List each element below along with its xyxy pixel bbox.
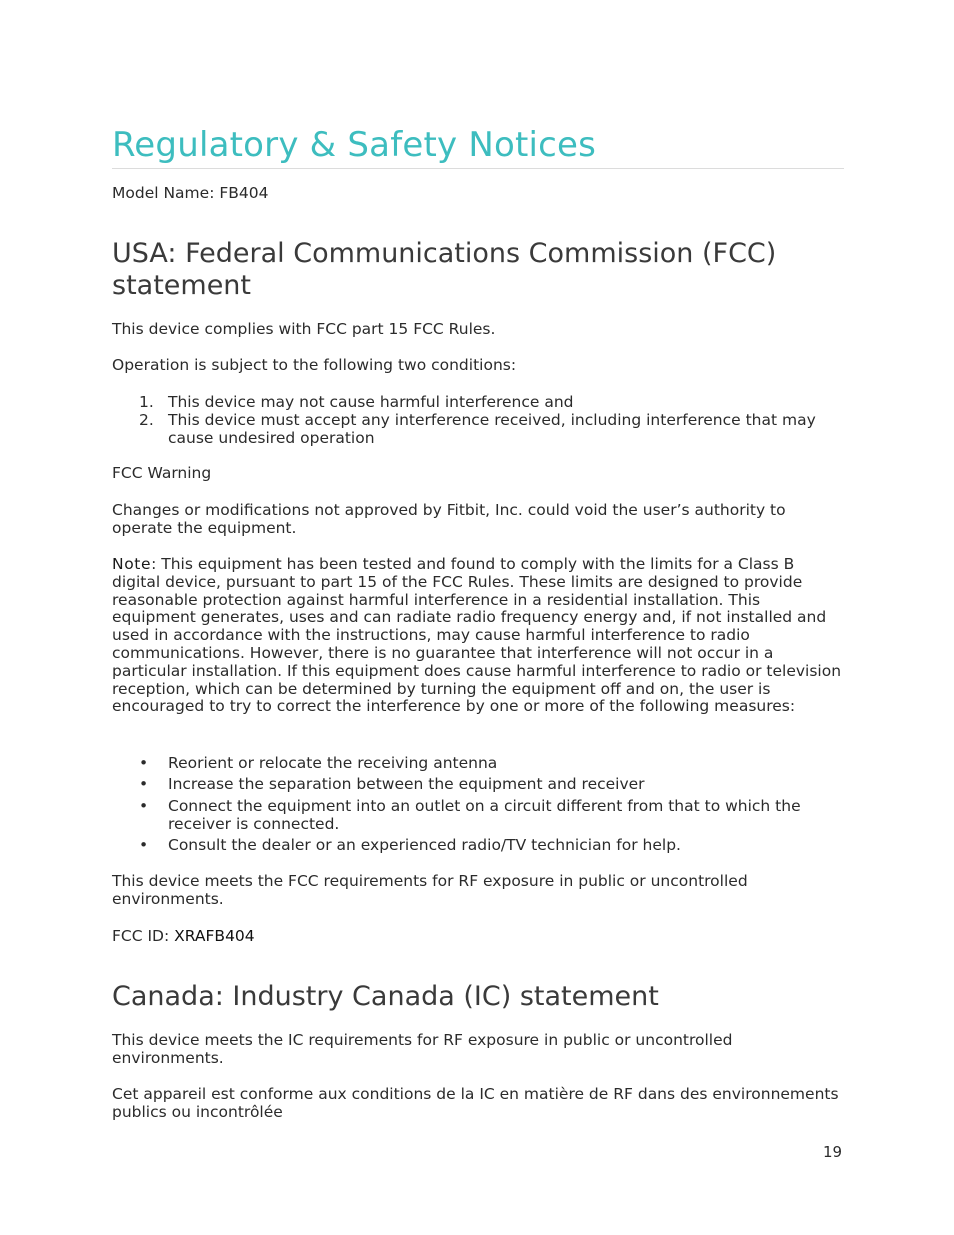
fcc-id-label: FCC ID:	[112, 927, 175, 945]
fcc-complies-text: This device complies with FCC part 15 FCC Rules.	[112, 320, 496, 338]
list-item-text: This device may not cause harmful interference and	[168, 393, 574, 411]
page-title: Regulatory & Safety Notices	[112, 125, 597, 165]
fcc-operation-text: Operation is subject to the following two conditions:	[112, 356, 517, 374]
list-item	[112, 837, 844, 855]
canada-rf-exposure-en: This device meets the IC requirements for RF exposure in public or uncontrolled environments.	[112, 1031, 733, 1067]
list-item	[112, 798, 844, 834]
list-item-text: Increase the separation between the equipment and receiver	[168, 775, 645, 794]
fcc-warning-label: FCC Warning	[112, 464, 212, 482]
fcc-conditions-list	[112, 394, 844, 447]
model-name: Model Name: FB404	[112, 184, 269, 202]
bullet-marker: •	[139, 754, 149, 772]
list-item	[112, 412, 844, 448]
fcc-changes-text: Changes or modifications not approved by Fitbit, Inc. could void the user’s authority to operate the equipment.	[112, 501, 786, 537]
note-label: Note	[112, 555, 152, 573]
list-item	[112, 776, 844, 794]
fcc-id	[112, 928, 844, 946]
list-item	[112, 394, 844, 412]
bullet-marker: •	[139, 796, 149, 815]
fcc-heading: USA: Federal Communications Commission (FCC) statement	[112, 238, 777, 301]
page-number: 19	[823, 1143, 843, 1161]
canada-heading: Canada: Industry Canada (IC) statement	[112, 981, 659, 1012]
bullet-marker: •	[139, 775, 149, 794]
list-item-text: Connect the equipment into an outlet on a circuit different from that to which the receiver is connected.	[168, 796, 801, 833]
fcc-id-value: XRAFB404	[174, 927, 255, 945]
list-item	[112, 755, 844, 773]
list-item-text: Consult the dealer or an experienced radio/TV technician for help.	[168, 835, 681, 854]
bullet-marker: •	[139, 835, 149, 854]
fcc-note-paragraph	[112, 556, 844, 716]
title-divider	[112, 168, 844, 169]
list-item-text: This device must accept any interference received, including interference that may cause undesired operation	[168, 410, 816, 447]
list-marker: 2.	[139, 410, 154, 429]
list-item-text: Reorient or relocate the receiving antenna	[168, 754, 498, 772]
canada-rf-exposure-fr: Cet appareil est conforme aux conditions de la IC en matière de RF dans des environnements publics ou incontrôlée	[112, 1085, 839, 1121]
fcc-measures-list	[112, 755, 844, 858]
fcc-rf-exposure-text: This device meets the FCC requirements for RF exposure in public or uncontrolled environments.	[112, 872, 748, 908]
list-marker: 1.	[139, 393, 154, 411]
note-text: : This equipment has been tested and found to comply with the limits for a Class B digital device, pursuant to part 15 of the FCC Rules. These limits are designed to provide reasonable protection against harmful interference in a residential installation. This equipment generates, uses and can radiate radio frequency energy and, if not installed and used in accordance with the instructions, may cause harmful interference to radio communications. However, there is no guarantee that interference will not occur in a particular installation. If this equipment does cause harmful interference to radio or television reception, which can be determined by turning the equipment off and on, the user is encouraged to try to correct the interference by one or more of the following measures:	[112, 555, 842, 716]
